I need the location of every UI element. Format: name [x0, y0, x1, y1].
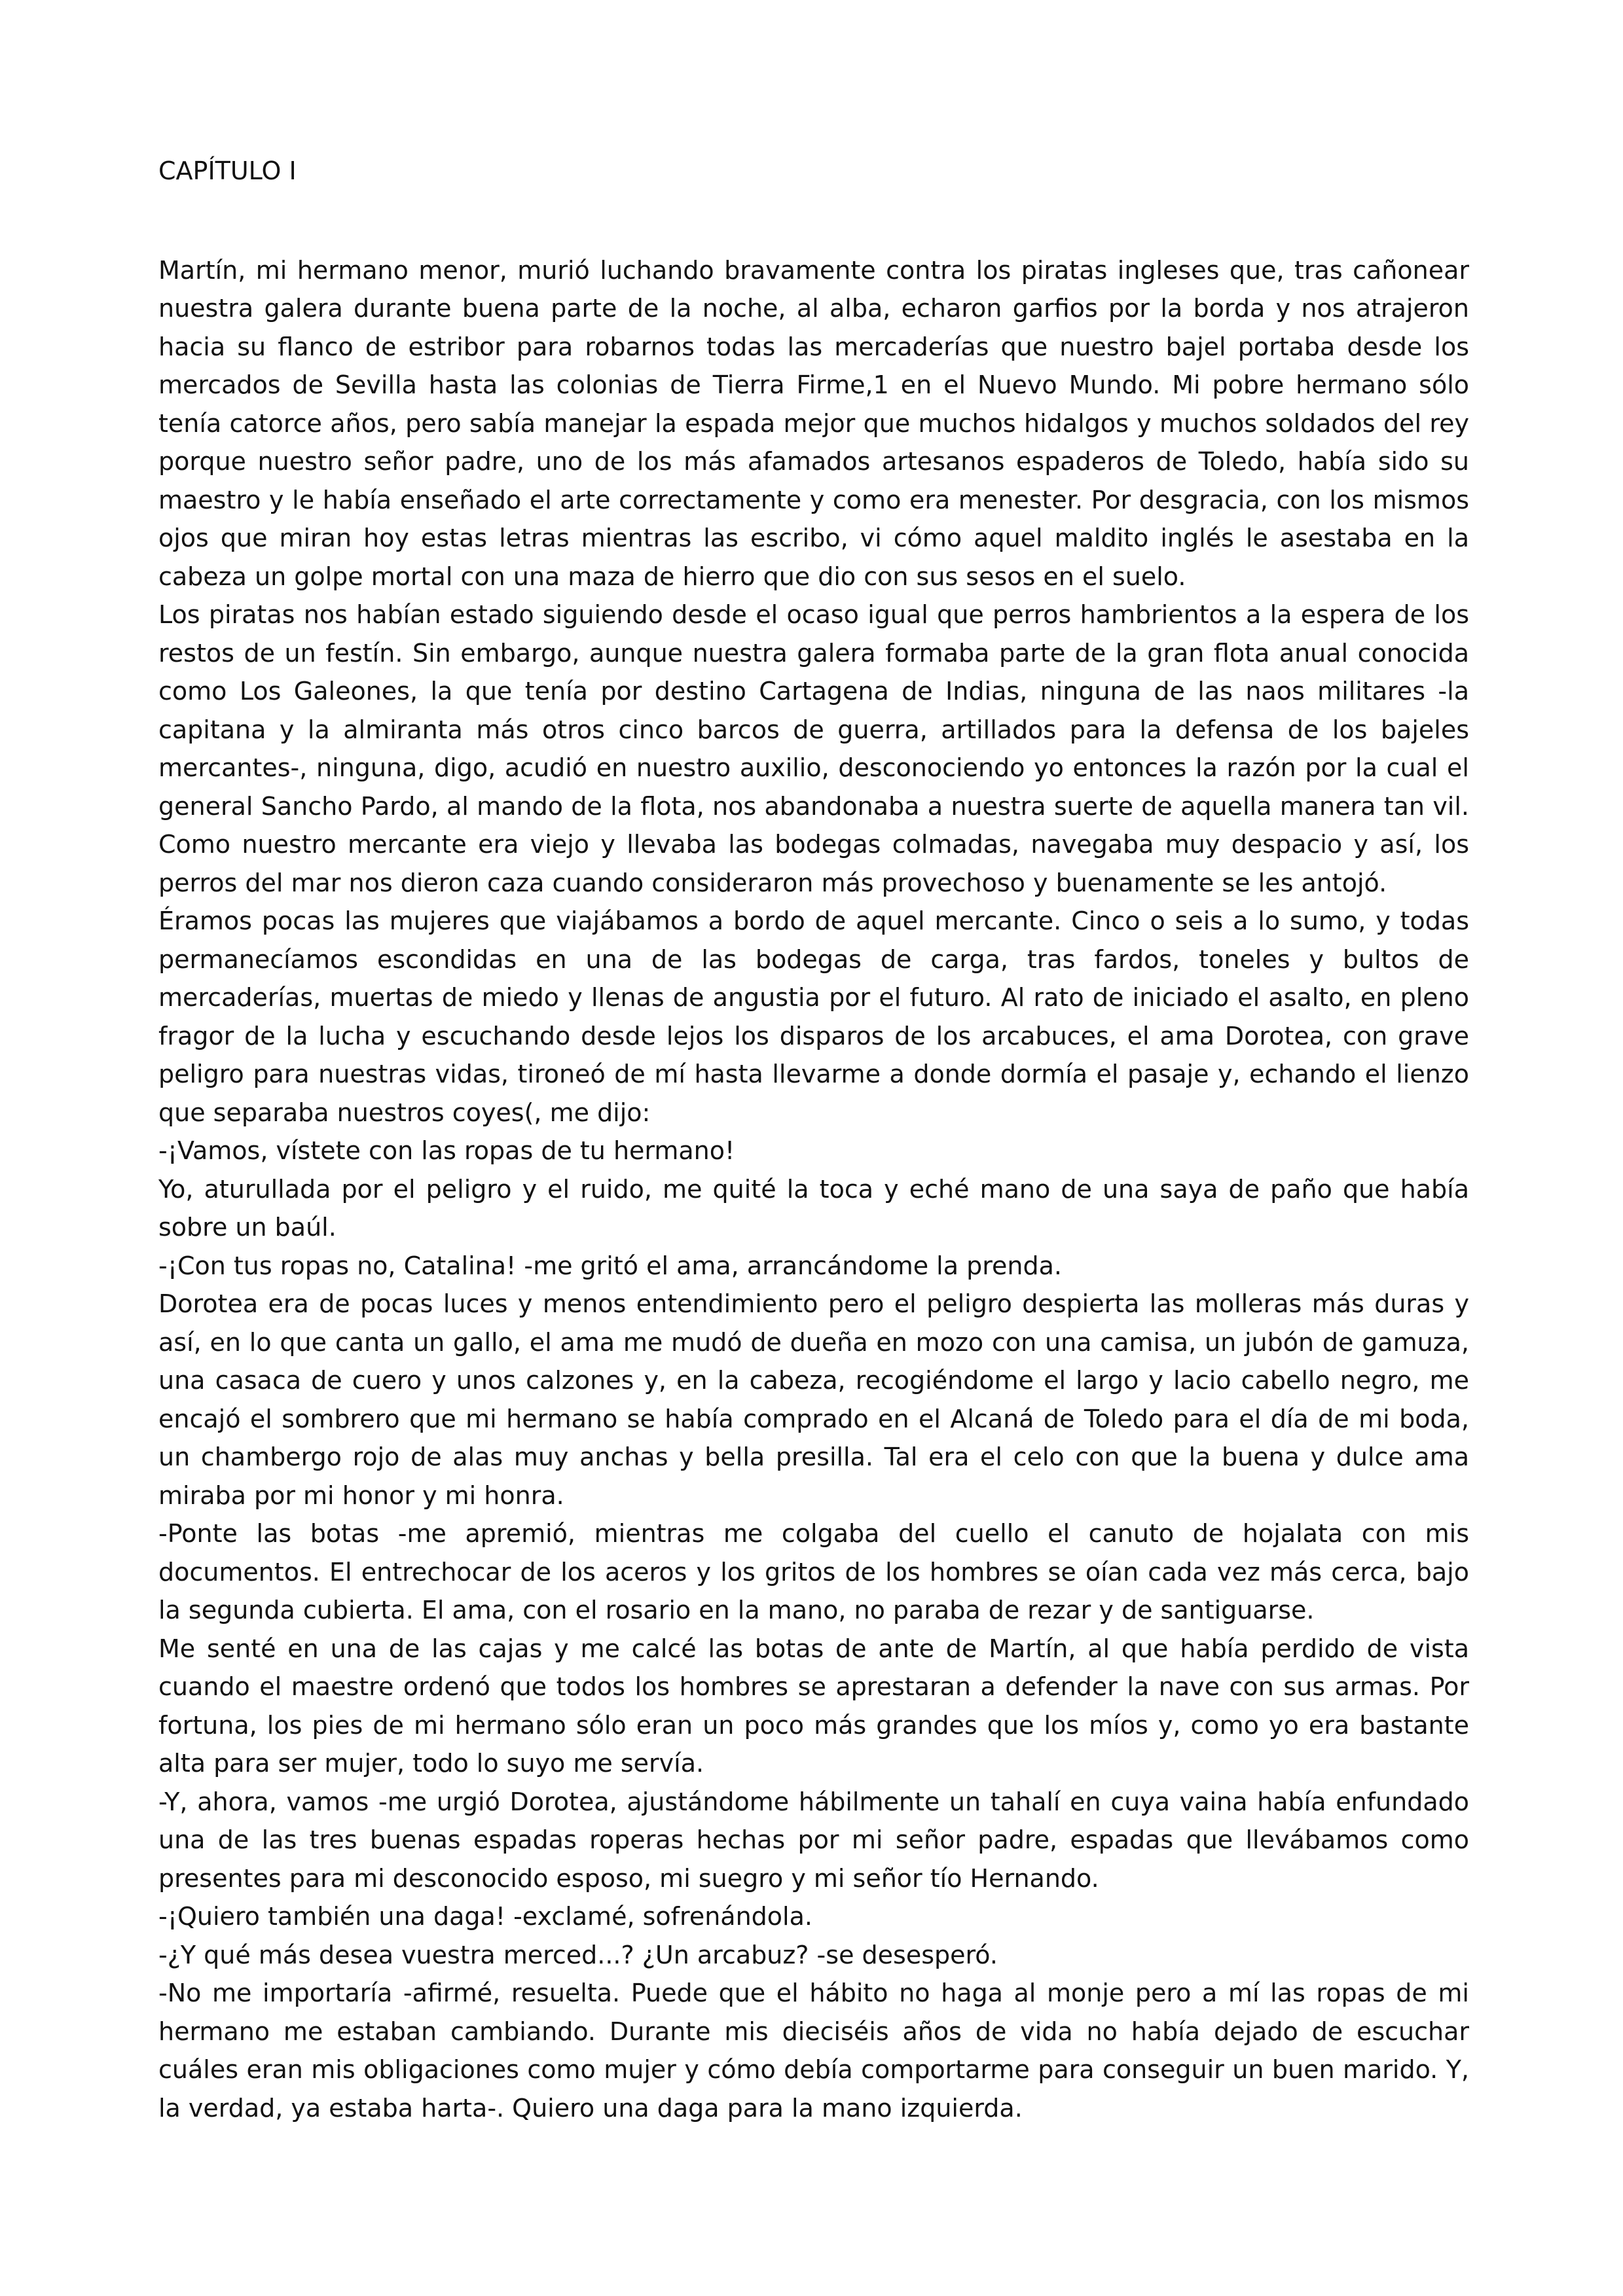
- paragraph: -No me importaría -afirmé, resuelta. Puede que el hábito no haga al monje pero a mí las ropas de mi hermano me estaban cambiando. Durante mis dieciséis años de vida no había dejado de escuchar cuáles eran mis obligaciones como mujer y cómo debía comportarme para conseguir un buen marido. Y, la verdad, ya estaba harta-. Quiero una daga para la mano izquierda.: [158, 1979, 1469, 2123]
- document-body: [158, 152, 1469, 2127]
- paragraph: Los piratas nos habían estado siguiendo desde el ocaso igual que perros hambrientos a la espera de los restos de un festín. Sin embargo, aunque nuestra galera formaba parte de la gran flota anual conocida como Los Galeones, la que tenía por destino Cartagena de Indias, ninguna de las naos militares -la capitana y la almiranta más otros cinco barcos de guerra, artillados para la defensa de los bajeles mercantes-, ninguna, digo, acudió en nuestro auxilio, desconociendo yo entonces la razón por la cual el general Sancho Pardo, al mando de la flota, nos abandonaba a nuestra suerte de aquella manera tan vil. Como nuestro mercante era viejo y llevaba las bodegas colmadas, navegaba muy despacio y así, los perros del mar nos dieron caza cuando consideraron más provechoso y buenamente se les antojó.: [158, 600, 1469, 897]
- paragraph: -¡Con tus ropas no, Catalina! -me gritó el ama, arrancándome la prenda.: [158, 1251, 1062, 1280]
- paragraph: -¿Y qué más desea vuestra merced...? ¿Un arcabuz? -se desesperó.: [158, 1940, 998, 1969]
- paragraph: -¡Vamos, vístete con las ropas de tu hermano!: [158, 1136, 735, 1165]
- paragraph: -Y, ahora, vamos -me urgió Dorotea, ajustándome hábilmente un tahalí en cuya vaina había enfundado una de las tres buenas espadas roperas hechas por mi señor padre, espadas que llevábamos como presentes para mi desconocido esposo, mi suegro y mi señor tío Hernando.: [158, 1787, 1469, 1893]
- paragraph: Yo, aturullada por el peligro y el ruido, me quité la toca y eché mano de una saya de paño que había sobre un baúl.: [158, 1174, 1469, 1242]
- chapter-title: CAPÍTULO I: [158, 156, 297, 185]
- paragraph: Martín, mi hermano menor, murió luchando bravamente contra los piratas ingleses que, tras cañonear nuestra galera durante buena parte de la noche, al alba, echaron garfios por la borda y nos atrajeron hacia su flanco de estribor para robarnos todas las mercaderías que nuestro bajel portaba desde los mercados de Sevilla hasta las colonias de Tierra Firme,1 en el Nuevo Mundo. Mi pobre hermano sólo tenía catorce años, pero sabía manejar la espada mejor que muchos hidalgos y muchos soldados del rey porque nuestro señor padre, uno de los más afamados artesanos espaderos de Toledo, había sido su maestro y le había enseñado el arte correctamente y como era menester. Por desgracia, con los mismos ojos que miran hoy estas letras mientras las escribo, vi cómo aquel maldito inglés le asestaba en la cabeza un golpe mortal con una maza de hierro que dio con sus sesos en el suelo.: [158, 255, 1469, 591]
- paragraph: Dorotea era de pocas luces y menos entendimiento pero el peligro despierta las molleras más duras y así, en lo que canta un gallo, el ama me mudó de dueña en mozo con una camisa, un jubón de gamuza, una casaca de cuero y unos calzones y, en la cabeza, recogiéndome el largo y lacio cabello negro, me encajó el sombrero que mi hermano se había comprado en el Alcaná de Toledo para el día de mi boda, un chambergo rojo de alas muy anchas y bella presilla. Tal era el celo con que la buena y dulce ama miraba por mi honor y mi honra.: [158, 1289, 1469, 1510]
- paragraph: Me senté en una de las cajas y me calcé las botas de ante de Martín, al que había perdido de vista cuando el maestre ordenó que todos los hombres se aprestaran a defender la nave con sus armas. Por fortuna, los pies de mi hermano sólo eran un poco más grandes que los míos y, como yo era bastante alta para ser mujer, todo lo suyo me servía.: [158, 1634, 1469, 1778]
- paragraph: -Ponte las botas -me apremió, mientras me colgaba del cuello el canuto de hojalata con mis documentos. El entrechocar de los aceros y los gritos de los hombres se oían cada vez más cerca, bajo la segunda cubierta. El ama, con el rosario en la mano, no paraba de rezar y de santiguarse.: [158, 1519, 1469, 1624]
- paragraph: -¡Quiero también una daga! -exclamé, sofrenándola.: [158, 1902, 812, 1931]
- paragraph: Éramos pocas las mujeres que viajábamos a bordo de aquel mercante. Cinco o seis a lo sumo, y todas permanecíamos escondidas en una de las bodegas de carga, tras fardos, toneles y bultos de mercaderías, muertas de miedo y llenas de angustia por el futuro. Al rato de iniciado el asalto, en pleno fragor de la lucha y escuchando desde lejos los disparos de los arcabuces, el ama Dorotea, con grave peligro para nuestras vidas, tironeó de mí hasta llevarme a donde dormía el pasaje y, echando el lienzo que separaba nuestros coyes(, me dijo:: [158, 906, 1469, 1127]
